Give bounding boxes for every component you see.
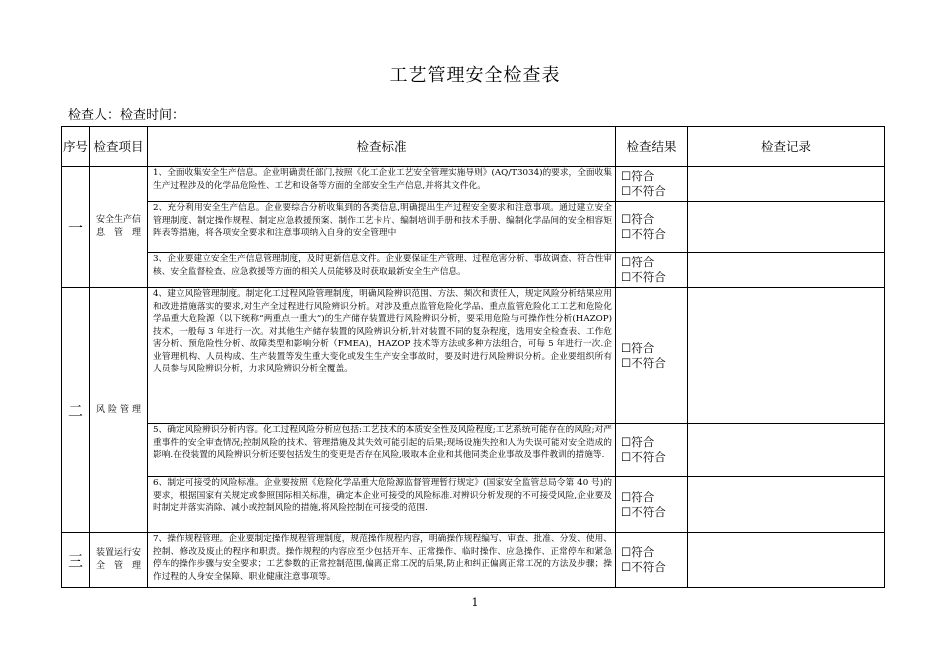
result-pass[interactable]: ☐符合 [621,435,655,449]
table-row [62,288,885,424]
table-row [62,424,885,477]
inspection-table [61,126,885,588]
standard-cell: 5、确定风险辨识分析内容。化工过程风险分析应包括:工艺技术的本质安全性及风险程度;工艺系统可能存在的风险;对严重事件的安全审查情况;控制风险的技术、管理措施及其失效可能引起的后果;现场设施失控和人为失误可能对安全造成的影响.在役装置的风险辨识分析还要包括发生的变更是否存在风险,吸取本企业和其他同类企业事故及事件教训的措施等. [148,424,616,477]
standard-cell: 3、企业要建立安全生产信息管理制度，及时更新信息文件。企业要保证生产管理、过程危害分析、事故调查、符合性审核、安全监督检查、应急救援等方面的相关人员能够及时获取最新安全生产信息。 [148,253,616,288]
result-pass[interactable]: ☐符合 [621,340,655,355]
header-record: 检查记录 [688,127,885,167]
header-standard: 检查标准 [148,127,616,167]
table-row [62,253,885,288]
group-index: 三 [62,533,90,588]
result-fail[interactable]: ☐不符合 [621,560,666,574]
result-cell[interactable] [616,253,688,288]
header-item: 检查项目 [90,127,148,167]
table-header-row [62,127,885,167]
standard-cell: 6、制定可接受的风险标准。企业要按照《危险化学品重大危险源监督管理暂行规定》(国家安全监管总局令第 40 号)的要求，根据国家有关规定或参照国际相关标准，确定本企业可接受的风险标准.对辨识分析发现的不可接受风险,企业要及时制定并落实消除、减小或控制风险的措施,将风险控制在可接受的范围. [148,477,616,533]
result-pass[interactable]: ☐符合 [621,212,655,226]
standard-cell: 4、建立风险管理制度。制定化工过程风险管理制度，明确风险辨识范围、方法、频次和责任人，规定风险分析结果应用和改进措施落实的要求,对生产全过程进行风险辨识分析。对涉及重点监管危险化学品、重点监管危险化工工艺和危险化学品重大危险源（以下统称“两重点一重大”)的生产储存装置进行风险辨识分析，要采用危险与可操作性分析(HAZOP)技术，一般每 3 年进行一次。对其他生产储存装置的风险辨识分析,针对装置不同的复杂程度，选用安全检查表、工作危害分析、预危险性分析、故障类型和影响分析（FMEA)，HAZOP 技术等方法或多种方法组合，可每 5 年进行一次.企业管理机构、人员构成、生产装置等发生重大变化或发生生产安全事故时，要及时进行风险辨识分析。企业要组织所有人员参与风险辨识分析，力求风险辨识分析全覆盖。 [148,288,616,424]
header-index: 序号 [62,127,90,167]
result-cell[interactable] [616,477,688,533]
table-row [62,167,885,202]
record-cell[interactable] [688,533,885,588]
standard-cell: 1、全面收集安全生产信息。企业明确责任部门,按照《化工企业工艺安全管理实施导则》(AQ/T3034)的要求，全面收集生产过程涉及的化学品危险性、工艺和设备等方面的全部安全生产信息,并将其文件化。 [148,167,616,202]
group-item: 装置运行安全管理 [90,533,148,588]
document-title: 工艺管理安全检查表 [389,65,561,86]
record-cell[interactable] [688,202,885,253]
standard-cell: 7、操作规程管理。企业要制定操作规程管理制度，规范操作规程内容，明确操作规程编写、审查、批准、分发、使用、控制、修改及废止的程序和职责。操作规程的内容应至少包括开车、正常操作、临时操作、应急操作、正常停车和紧急停车的操作步骤与安全要求；工艺参数的正常控制范围,偏离正常工况的后果,防止和纠正偏离正常工况的方法及步骤；操作过程的人身安全保障、职业健康注意事项等。 [148,533,616,588]
result-cell[interactable] [616,167,688,202]
group-index: 二 [62,288,90,533]
record-cell[interactable] [688,477,885,533]
page-number: 1 [471,596,479,609]
result-pass[interactable]: ☐符合 [621,545,655,559]
result-cell[interactable] [616,424,688,477]
result-fail[interactable]: ☐不符合 [621,270,666,284]
result-pass[interactable]: ☐符合 [621,169,655,183]
result-fail[interactable]: ☐不符合 [621,450,666,464]
result-fail[interactable]: ☐不符合 [621,355,666,370]
result-cell[interactable] [616,202,688,253]
result-fail[interactable]: ☐不符合 [621,184,666,198]
result-fail[interactable]: ☐不符合 [621,504,666,519]
table-row [62,477,885,533]
record-cell[interactable] [688,424,885,477]
standard-cell: 2、充分利用安全生产信息。企业要综合分析收集到的各类信息,明确提出生产过程安全要求和注意事项。通过建立安全管理制度、制定操作规程、制定应急救援预案、制作工艺卡片、编制培训手册和技术手册、编制化学品间的安全相容矩阵表等措施，将各项安全要求和注意事项纳入自身的安全管理中 [148,202,616,253]
record-cell[interactable] [688,167,885,202]
table-row [62,533,885,588]
group-item: 安全生产信息管理 [90,167,148,288]
table-row [62,202,885,253]
result-cell[interactable] [616,533,688,588]
result-pass[interactable]: ☐符合 [621,489,655,504]
group-item: 风险管理 [90,288,148,533]
group-index: 一 [62,167,90,288]
record-cell[interactable] [688,288,885,424]
result-fail[interactable]: ☐不符合 [621,227,666,241]
result-cell[interactable] [616,288,688,424]
header-result: 检查结果 [616,127,688,167]
result-pass[interactable]: ☐符合 [621,255,655,269]
record-cell[interactable] [688,253,885,288]
inspector-time-line: 检查人：检查时间： [68,108,186,123]
